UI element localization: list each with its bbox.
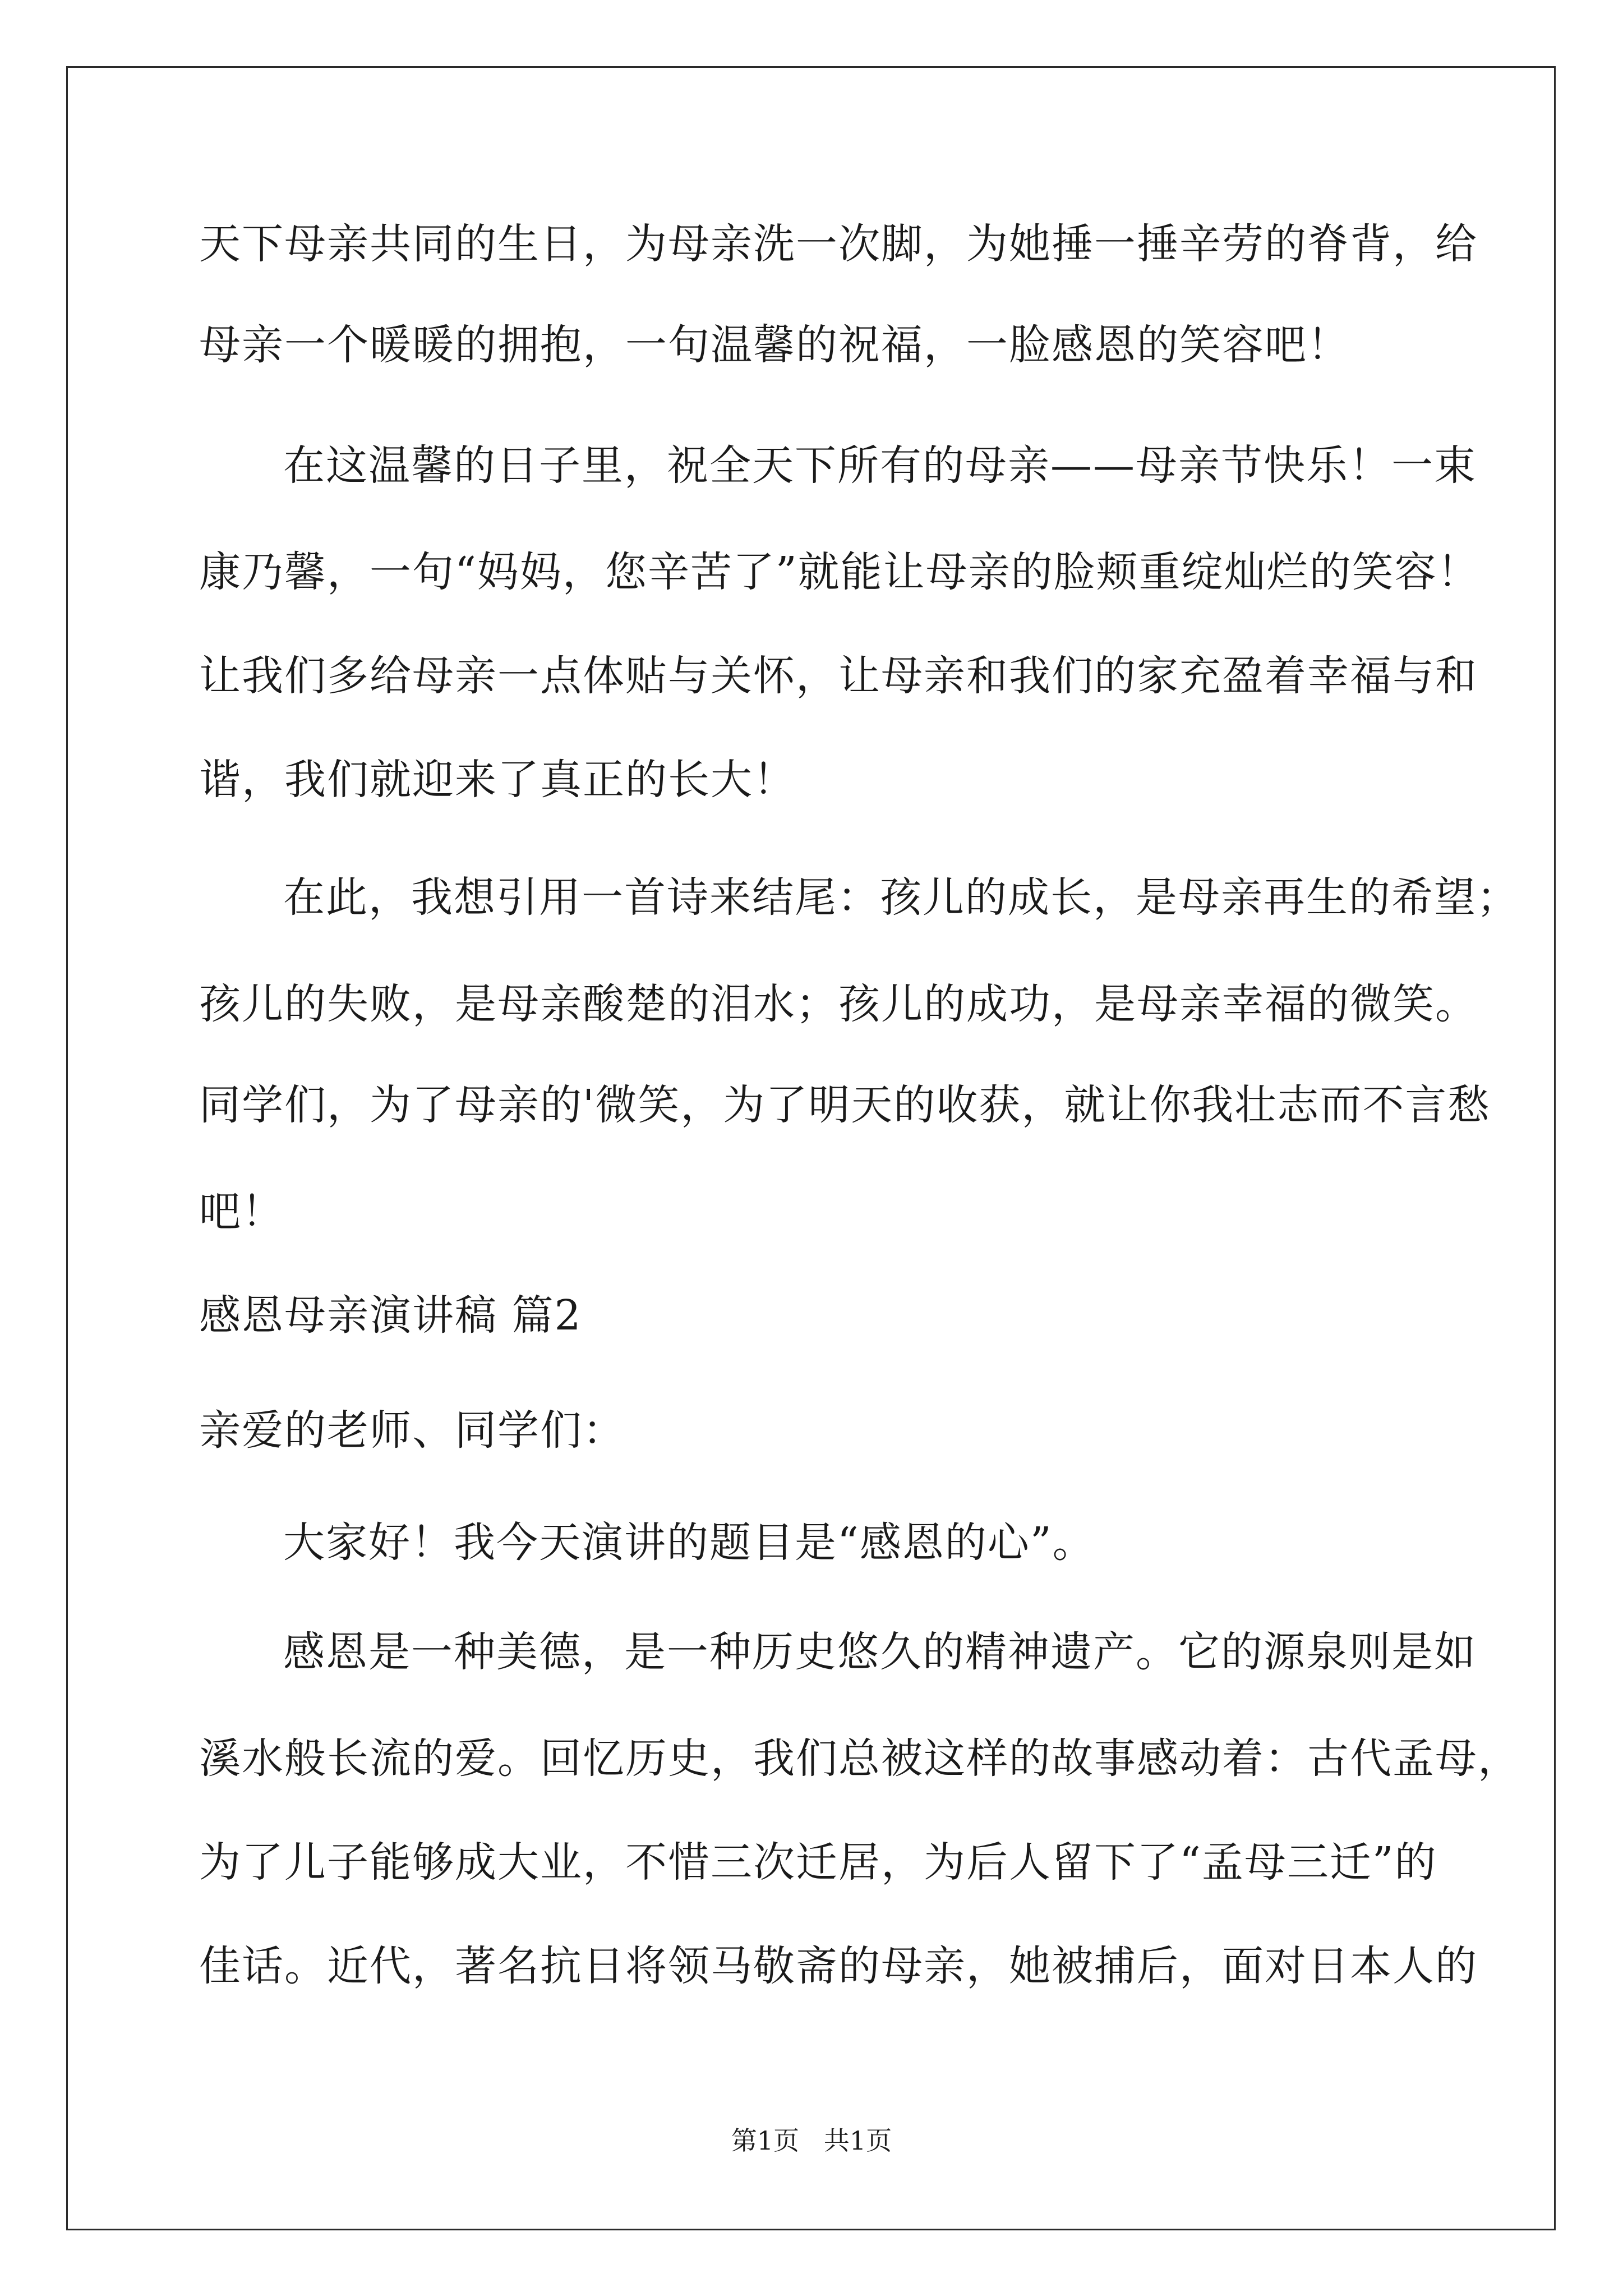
salutation: 亲爱的老师、同学们： [199, 1406, 625, 1455]
text-line: 天下母亲共同的生日，为母亲洗一次脚，为她捶一捶辛劳的脊背，给 [199, 220, 1478, 268]
text-line: 佳话。近代，著名抗日将领马敬斋的母亲，她被捕后，面对日本人的 [199, 1942, 1478, 1990]
text-line: 溪水般长流的爱。回忆历史，我们总被这样的故事感动着：古代孟母， [199, 1734, 1520, 1783]
text-line: 感恩是一种美德，是一种历史悠久的精神遗产。它的源泉则是如 [283, 1628, 1477, 1676]
text-line: 吧！ [199, 1188, 284, 1236]
text-line: 康乃馨，一句“妈妈，您辛苦了”就能让母亲的脸颊重绽灿烂的笑容！ [199, 548, 1480, 596]
text-line: 在这温馨的日子里，祝全天下所有的母亲——母亲节快乐！一束 [283, 441, 1477, 490]
text-line: 谐，我们就迎来了真正的长大！ [199, 756, 796, 804]
section-heading: 感恩母亲演讲稿 篇2 [199, 1291, 582, 1340]
text-line: 在此，我想引用一首诗来结尾：孩儿的成长，是母亲再生的希望； [283, 873, 1519, 922]
text-line: 让我们多给母亲一点体贴与关怀，让母亲和我们的家充盈着幸福与和 [199, 652, 1478, 700]
page-number: 第1页 共1页 [731, 2125, 892, 2156]
text-line: 孩儿的失败，是母亲酸楚的泪水；孩儿的成功，是母亲幸福的微笑。 [199, 980, 1478, 1028]
text-line: 大家好！我今天演讲的题目是“感恩的心”。 [283, 1519, 1095, 1567]
text-line: 母亲一个暖暖的拥抱，一句温馨的祝福，一脸感恩的笑容吧！ [199, 321, 1350, 369]
text-line: 同学们，为了母亲的'微笑，为了明天的收获，就让你我壮志而不言愁 [199, 1081, 1491, 1129]
page-border [66, 66, 1556, 2230]
text-line: 为了儿子能够成大业，不惜三次迁居，为后人留下了“孟母三迁”的 [199, 1838, 1437, 1887]
